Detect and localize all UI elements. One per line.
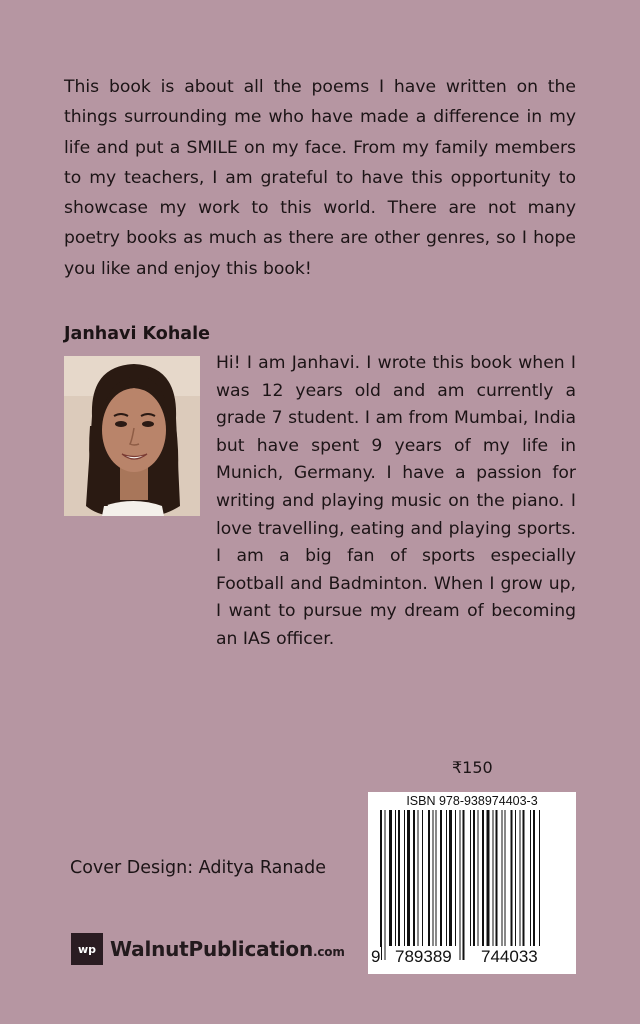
barcode-bar xyxy=(487,810,490,946)
barcode-bar xyxy=(533,810,535,946)
barcode-bar xyxy=(404,810,405,946)
barcode-digits-left: 789389 xyxy=(395,947,452,966)
barcode-bar xyxy=(407,810,410,946)
barcode-bar xyxy=(505,810,506,946)
barcode-bar xyxy=(440,810,442,946)
barcode-bar xyxy=(473,810,475,946)
barcode-bar xyxy=(385,810,386,960)
barcode-bar xyxy=(502,810,503,946)
barcode-bar xyxy=(389,810,392,946)
barcode-bar xyxy=(380,810,382,960)
author-bio: Hi! I am Janhavi. I wrote this book when I was 12 years old and am currently a grade 7 student. I am from Mumbai, India but have spent 9 years of my life in Munich, Germany. I have a passion for writing and playing music on the piano. I love travelling, eating and playing sports. I am a big fan of sports especially Football and Badminton. When I grow up, I want to pursue my dream of becoming an IAS officer. xyxy=(216,353,576,649)
barcode-bar xyxy=(520,810,521,946)
barcode-bar xyxy=(523,810,525,946)
barcode-bar xyxy=(515,810,516,946)
barcode-bar xyxy=(428,810,430,946)
price-label: ₹150 xyxy=(452,758,493,777)
barcode-digits-right: 744033 xyxy=(481,947,538,966)
barcode-bar xyxy=(455,810,456,946)
publisher-name-text: WalnutPublication xyxy=(110,937,314,961)
barcode-bar xyxy=(463,810,465,960)
barcode-bar xyxy=(539,810,540,946)
barcode-digit-lead: 9 xyxy=(371,947,381,966)
barcode-bar xyxy=(433,810,434,946)
barcode-bar xyxy=(422,810,423,946)
cover-design-credit: Cover Design: Aditya Ranade xyxy=(70,858,327,878)
barcode-bar xyxy=(482,810,484,946)
author-photo xyxy=(64,356,200,516)
barcode-bar xyxy=(511,810,513,946)
isbn-barcode xyxy=(368,792,576,974)
isbn-label: ISBN 978-938974403-3 xyxy=(406,794,538,808)
barcode-bar xyxy=(418,810,419,946)
publisher-logo xyxy=(71,933,345,965)
barcode-bar xyxy=(478,810,479,946)
back-cover-blurb: This book is about all the poems I have written on the things surrounding me who have made a difference in my life and put a SMILE on my face. From my family members to my teachers, I am grateful to have this opportunity to showcase my work to this world. There are not many poetry books as much as there are other genres, so I hope you like and enjoy this book! xyxy=(64,77,576,279)
publisher-name xyxy=(110,937,345,961)
publisher-logo-icon: wp xyxy=(71,933,103,965)
barcode-bar xyxy=(446,810,447,946)
barcode-bar xyxy=(395,810,396,946)
barcode-bar xyxy=(470,810,471,946)
publisher-domain: .com xyxy=(313,945,345,959)
barcode-bar xyxy=(413,810,415,946)
barcode-bar xyxy=(449,810,452,946)
barcode-bar xyxy=(496,810,498,946)
author-portrait-image xyxy=(64,356,200,516)
barcode-bar xyxy=(460,810,461,960)
barcode-bar xyxy=(398,810,400,946)
barcode-bar xyxy=(530,810,531,946)
barcode-bar xyxy=(493,810,494,946)
author-name: Janhavi Kohale xyxy=(64,324,210,344)
barcode-bar xyxy=(436,810,437,946)
